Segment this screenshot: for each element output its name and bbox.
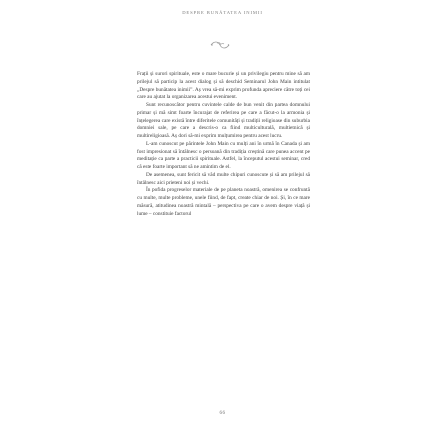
paragraph-1: Frații și surori spirituale, este o mare bucurie și un privilegiu pentru mine să am prilejul să particip la acest dialog și să deschid Seminarul John Main intitulat „Despre bunătatea inimii”. Aș vrea să-mi exprim profunda apreciere către toți cei care au ajutat la organizarea acestui eveniment. [137,71,310,101]
running-header: DESPRE BUNĂTATEA INIMII [182,10,263,15]
page-number: 66 [219,411,226,416]
paragraph-3: L-am cunoscut pe părintele John Main cu mulți ani în urmă în Canada și am fost impresionat să întâlnesc o persoană din tradiția creștină care punea accent pe meditație ca parte a practicii spirituale. Astfel, la începutul acestui seminar, cred că este foarte important să ne amintim de el. [137,140,310,170]
paragraph-2: Sunt recunoscător pentru cuvintele calde de bun venit din partea domnului primar și mă simt foarte încurajat de referirea pe care a făcut-o la armonia și înțelegerea care există între diferitele comunități și tradiții religioase din suburbia domniei sale, pe care a descris-o ca fiind multiculturală, multietnică și multireligioasă. Aș dori să-mi exprim mulțumirea pentru acest lucru. [137,102,310,139]
leaf-ornament-icon [208,40,232,50]
paragraph-4: De asemenea, sunt fericit să văd multe chipuri cunoscute și să am prilejul să întâlnesc aici prieteni noi și vechi. [137,171,310,186]
body-text [137,71,310,218]
paragraph-5: În pofida progreselor materiale de pe planeta noastră, omenirea se confruntă cu multe, multe probleme, unele fiind, de fapt, create chiar de noi. Și, în ce mare măsură, atitudinea noastră mintală – perspectiva pe care o avem despre viață și lume – constituie factorul [137,187,310,217]
